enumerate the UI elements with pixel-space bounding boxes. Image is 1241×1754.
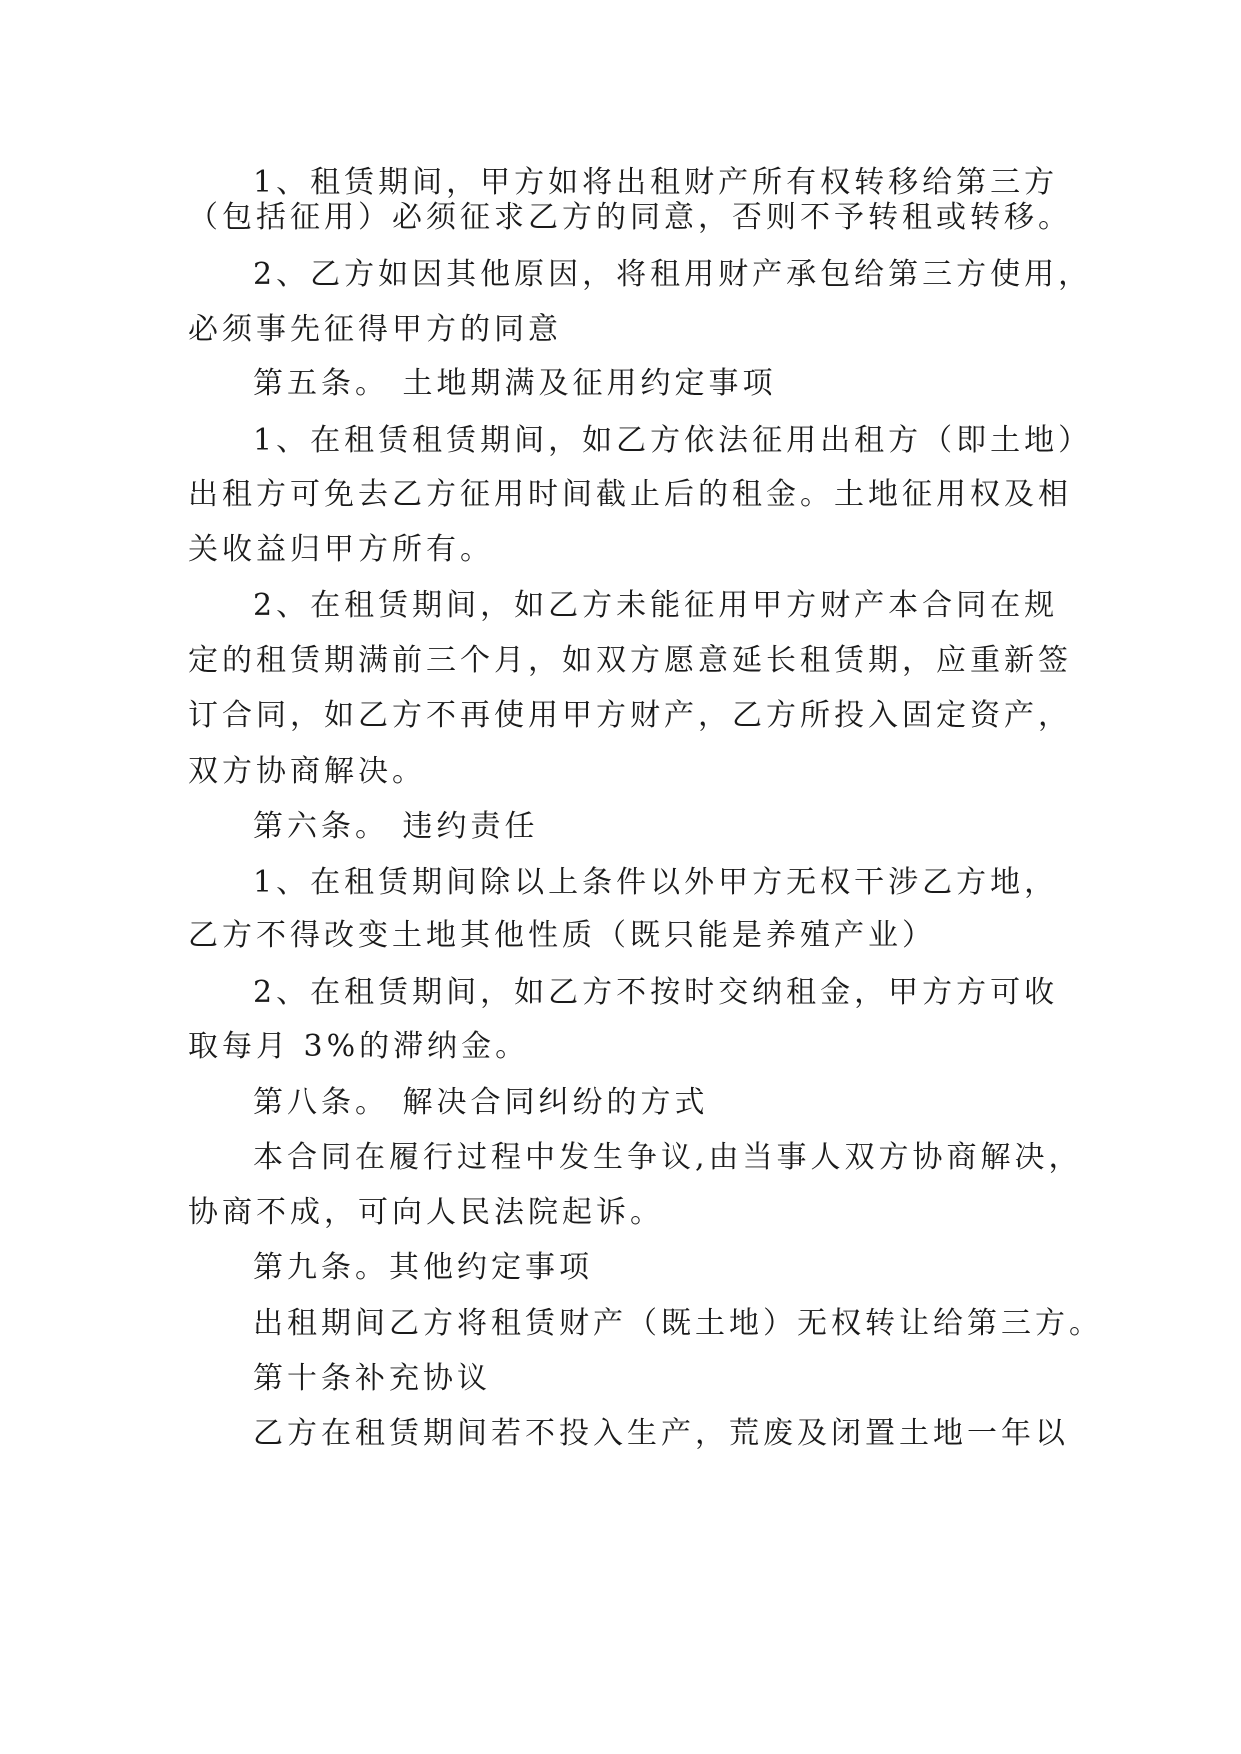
section-heading: 第十条补充协议 (253, 1361, 491, 1396)
text-line: 关收益归甲方所有。 (188, 532, 494, 567)
text-line: （包括征用）必须征求乙方的同意，否则不予转租或转移。 (188, 200, 1072, 235)
text-line: 出租期间乙方将租赁财产（既土地）无权转让给第三方。 (253, 1306, 1103, 1341)
text-line: 1、租赁期间，甲方如将出租财产所有权转移给第三方 (253, 165, 1059, 200)
section-heading: 第九条。其他约定事项 (253, 1250, 593, 1285)
text-line: 订合同，如乙方不再使用甲方财产，乙方所投入固定资产， (188, 698, 1072, 733)
text-line: 1、在租赁租赁期间，如乙方依法征用出租方（即土地） (253, 423, 1093, 458)
text-line: 本合同在履行过程中发生争议,由当事人双方协商解决， (253, 1140, 1083, 1175)
text-line: 乙方在租赁期间若不投入生产，荒废及闭置土地一年以 (253, 1416, 1069, 1451)
text-line: 双方协商解决。 (188, 754, 426, 789)
section-heading: 第六条。 违约责任 (253, 809, 539, 844)
text-line: 2、在租赁期间，如乙方不按时交纳租金，甲方方可收 (253, 975, 1059, 1010)
text-line: 2、乙方如因其他原因，将租用财产承包给第三方使用， (253, 257, 1093, 292)
text-line: 乙方不得改变土地其他性质（既只能是养殖产业） (188, 918, 936, 953)
text-line: 协商不成，可向人民法院起诉。 (188, 1195, 664, 1230)
text-line: 取每月 3%的滞纳金。 (188, 1029, 530, 1064)
text-line: 出租方可免去乙方征用时间截止后的租金。土地征用权及相 (188, 477, 1072, 512)
text-line: 定的租赁期满前三个月，如双方愿意延长租赁期，应重新签 (188, 643, 1072, 678)
text-line: 1、在租赁期间除以上条件以外甲方无权干涉乙方地， (253, 865, 1059, 900)
section-heading: 第八条。 解决合同纠纷的方式 (253, 1085, 709, 1120)
text-line: 2、在租赁期间，如乙方未能征用甲方财产本合同在规 (253, 588, 1059, 623)
text-line: 必须事先征得甲方的同意 (188, 312, 562, 347)
section-heading: 第五条。 土地期满及征用约定事项 (253, 366, 777, 401)
